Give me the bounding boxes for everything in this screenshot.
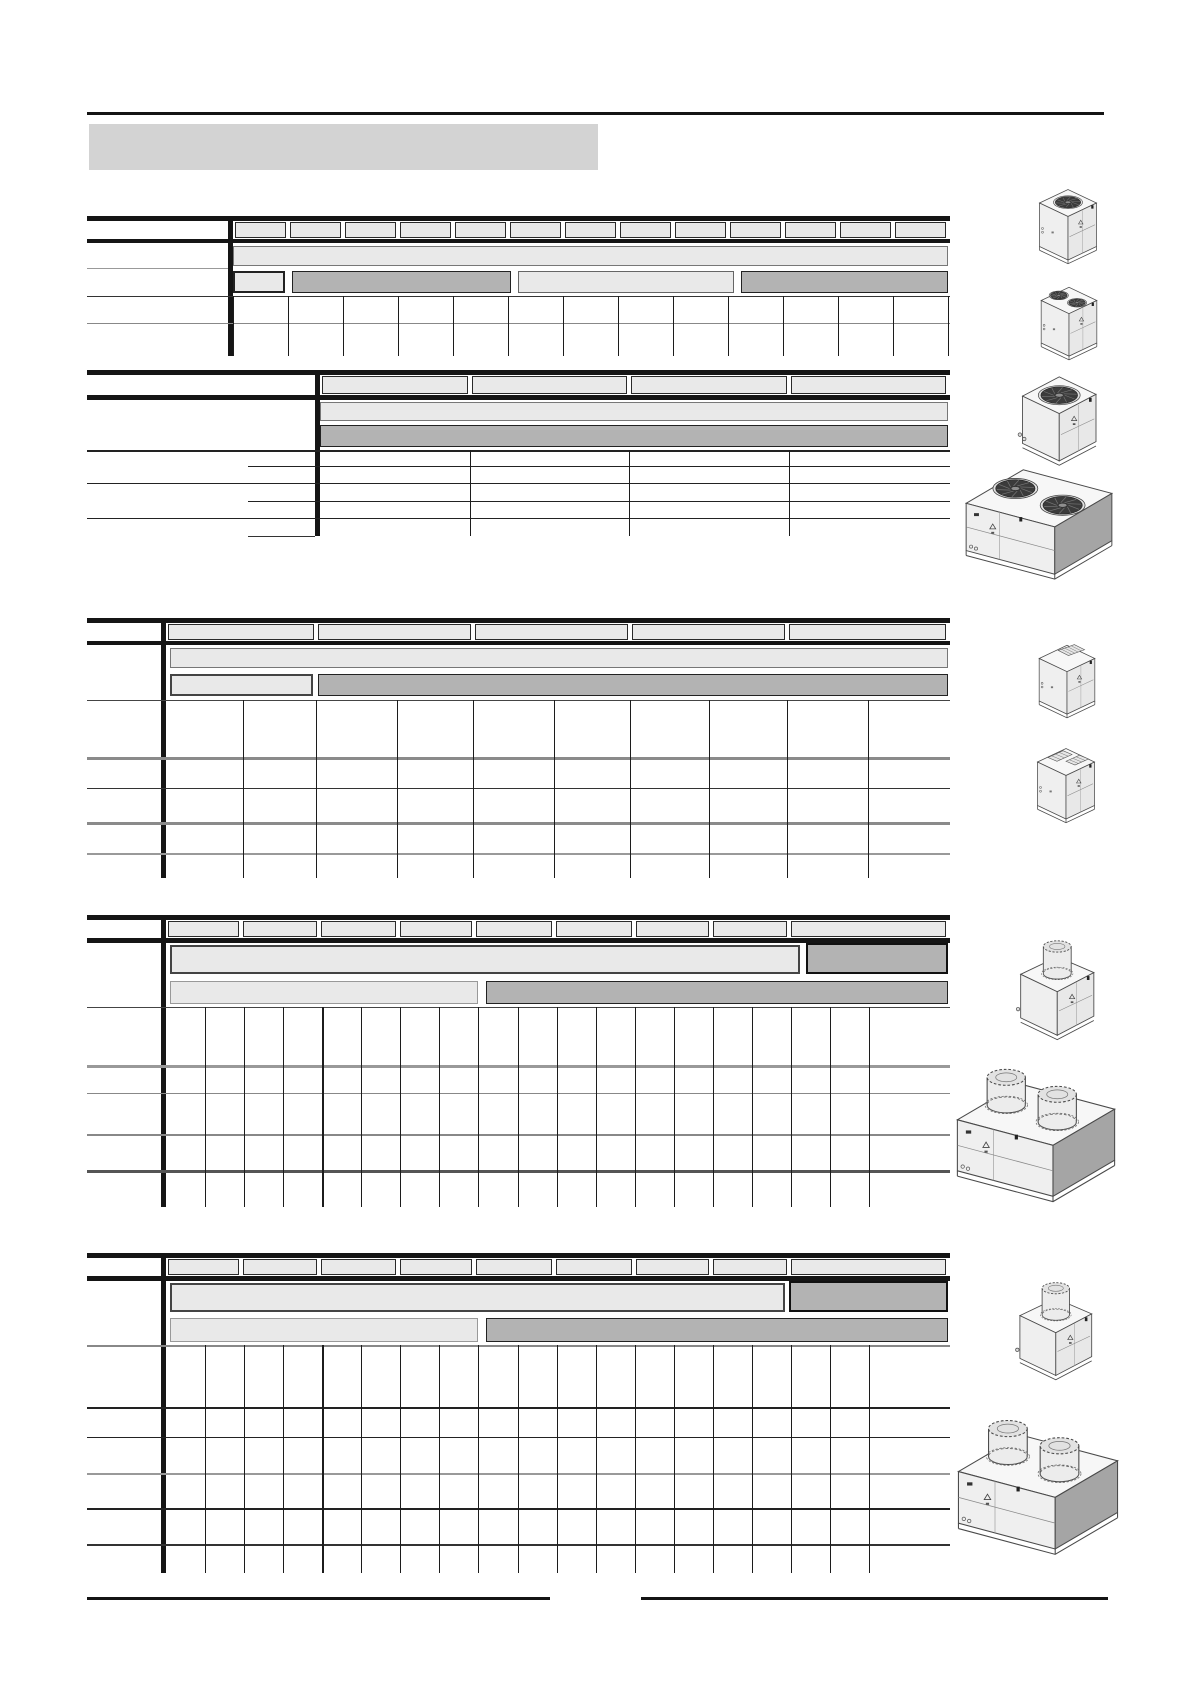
- condensing-unit-top-fan-icon: [1012, 366, 1110, 470]
- packaged-unit-twin-fan-shroud-icon-art: [952, 1418, 1124, 1566]
- condensing-unit-twin-fan-icon-art: [1028, 276, 1110, 366]
- condensing-unit-fan-shroud-icon-art: [1007, 1278, 1108, 1384]
- condensing-unit-top-fan-icon-art: [1012, 366, 1110, 470]
- cabinet-unit-twin-vent-icon-art: [1024, 735, 1108, 831]
- cabinet-unit-single-vent-icon-art: [1026, 630, 1108, 728]
- condensing-unit-single-fan-icon: [1026, 176, 1110, 272]
- condensing-unit-fan-shroud-icon: [1007, 1278, 1108, 1384]
- cabinet-unit-twin-vent-icon: [1024, 735, 1108, 831]
- footer-rule-right: [641, 1597, 1108, 1600]
- condensing-unit-fan-shroud-icon-art: [1010, 936, 1108, 1044]
- packaged-rooftop-twin-fan-icon: [960, 458, 1118, 586]
- condensing-unit-fan-shroud-icon: [1010, 936, 1108, 1044]
- footer-rule-left: [87, 1597, 550, 1600]
- packaged-unit-twin-fan-shroud-icon: [951, 1065, 1121, 1215]
- cabinet-unit-single-vent-icon: [1026, 630, 1108, 728]
- packaged-unit-twin-fan-shroud-icon-art: [951, 1065, 1121, 1215]
- condensing-unit-twin-fan-icon: [1028, 276, 1110, 366]
- condensing-unit-single-fan-icon-art: [1026, 176, 1110, 272]
- packaged-unit-twin-fan-shroud-icon: [952, 1418, 1124, 1566]
- packaged-rooftop-twin-fan-icon-art: [960, 458, 1118, 586]
